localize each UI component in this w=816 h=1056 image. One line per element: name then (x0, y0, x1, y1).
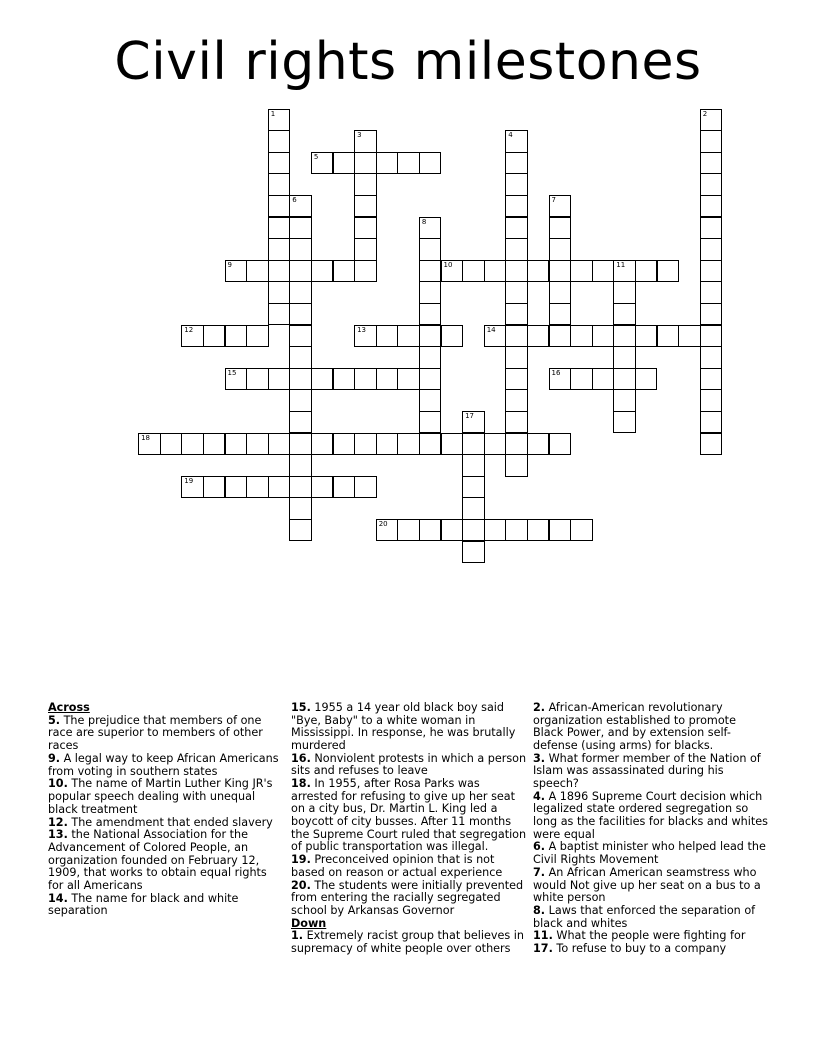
grid-cell[interactable] (700, 303, 723, 326)
clue-text: 1955 a 14 year old black boy said "Bye, Baby" to a white woman in Mississippi. In response, he was brutally murdered (291, 701, 516, 752)
grid-cell[interactable] (268, 303, 291, 326)
grid-cell[interactable] (246, 433, 269, 456)
clue-item (291, 753, 527, 778)
clue-item (291, 854, 527, 879)
grid-cell[interactable] (268, 152, 291, 175)
clue-text: An African American seamstress who would Not give up her seat on a bus to a white person (533, 865, 761, 905)
grid-cell[interactable] (657, 325, 680, 348)
grid-cell[interactable] (700, 173, 723, 196)
grid-cell[interactable] (289, 519, 312, 542)
grid-cell[interactable] (570, 368, 593, 391)
grid-cell[interactable] (289, 368, 312, 391)
clue-number: 11. (533, 929, 553, 943)
cell-number: 1 (270, 109, 276, 118)
grid-cell[interactable] (419, 281, 442, 304)
cell-number: 20 (378, 519, 388, 528)
grid-cell[interactable] (268, 368, 291, 391)
grid-cell[interactable] (289, 346, 312, 369)
grid-cell[interactable] (419, 433, 442, 456)
clue-number: 12. (48, 815, 68, 829)
grid-cell[interactable] (419, 368, 442, 391)
grid-cell[interactable] (397, 152, 420, 175)
clue-item (48, 817, 284, 830)
grid-cell[interactable] (570, 519, 593, 542)
grid-cell[interactable] (203, 325, 226, 348)
grid-cell[interactable] (225, 260, 248, 283)
grid-cell[interactable] (549, 217, 572, 240)
grid-cell[interactable] (505, 519, 528, 542)
clue-column-2 (291, 702, 527, 956)
clue-text: the National Association for the Advancement of Colored People, an organization founded on February 12, 1909, that works to obtain equal rights for all Americans (48, 828, 267, 892)
grid-cell[interactable] (289, 433, 312, 456)
grid-cell[interactable] (527, 519, 550, 542)
grid-cell[interactable] (505, 433, 528, 456)
clue-text: What the people were fighting for (552, 929, 746, 943)
grid-cell[interactable] (268, 281, 291, 304)
grid-cell[interactable] (505, 325, 528, 348)
clue-number: 10. (48, 777, 68, 791)
grid-cell[interactable] (397, 519, 420, 542)
grid-cell[interactable] (657, 260, 680, 283)
clue-text: The students were initially prevented from entering the racially segregated school by Arkansas Governor (291, 878, 524, 917)
grid-cell[interactable] (549, 433, 572, 456)
grid-cell[interactable] (700, 152, 723, 175)
grid-cell[interactable] (505, 238, 528, 261)
grid-cell[interactable] (700, 260, 723, 283)
grid-cell[interactable] (700, 238, 723, 261)
grid-cell[interactable] (613, 325, 636, 348)
grid-cell[interactable] (376, 433, 399, 456)
grid-cell[interactable] (441, 519, 464, 542)
grid-cell[interactable] (376, 368, 399, 391)
grid-cell[interactable] (354, 130, 377, 153)
clue-item (291, 702, 527, 752)
grid-cell[interactable] (700, 130, 723, 153)
grid-cell[interactable] (700, 217, 723, 240)
clue-number: 9. (48, 751, 61, 765)
grid-cell[interactable] (484, 433, 507, 456)
grid-cell[interactable] (311, 152, 334, 175)
cell-number: 13 (357, 325, 367, 334)
grid-cell[interactable] (700, 281, 723, 304)
grid-cell[interactable] (505, 368, 528, 391)
grid-cell[interactable] (462, 260, 485, 283)
grid-cell[interactable] (700, 411, 723, 434)
grid-cell[interactable] (419, 519, 442, 542)
grid-cell[interactable] (397, 433, 420, 456)
grid-cell[interactable] (181, 325, 204, 348)
grid-cell[interactable] (527, 325, 550, 348)
grid-cell[interactable] (505, 454, 528, 477)
grid-cell[interactable] (549, 260, 572, 283)
grid-cell[interactable] (354, 325, 377, 348)
cell-number: 19 (184, 476, 194, 485)
grid-cell[interactable] (549, 325, 572, 348)
grid-cell[interactable] (268, 130, 291, 153)
clue-text: In 1955, after Rosa Parks was arrested for refusing to give up her seat on a city bus, Dr. Martin L. King led a boycott of city busses. After 11 months the Supreme Court ruled that segregation of public transportation was illegal. (291, 777, 527, 854)
grid-cell[interactable] (203, 476, 226, 499)
grid-cell[interactable] (225, 433, 248, 456)
grid-cell[interactable] (419, 217, 442, 240)
cell-number: 4 (508, 131, 513, 140)
cell-number: 6 (292, 195, 297, 204)
clue-item (533, 867, 769, 905)
grid-cell[interactable] (462, 433, 485, 456)
grid-cell[interactable] (441, 260, 464, 283)
grid-cell[interactable] (354, 260, 377, 283)
grid-cell[interactable] (354, 433, 377, 456)
cell-number: 18 (141, 433, 151, 442)
grid-cell[interactable] (527, 260, 550, 283)
clue-item (48, 753, 284, 778)
clue-text: A baptist minister who helped lead the Civil Rights Movement (533, 840, 766, 867)
grid-cell[interactable] (268, 260, 291, 283)
grid-cell[interactable] (181, 476, 204, 499)
cell-number: 12 (184, 325, 194, 334)
grid-cell[interactable] (592, 325, 615, 348)
grid-cell[interactable] (419, 238, 442, 261)
grid-cell[interactable] (613, 411, 636, 434)
grid-cell[interactable] (268, 476, 291, 499)
grid-cell[interactable] (613, 346, 636, 369)
grid-cell[interactable] (289, 411, 312, 434)
clue-number: 15. (291, 701, 311, 714)
clue-number: 8. (533, 903, 546, 917)
grid-cell[interactable] (311, 260, 334, 283)
clue-text: The name for black and white separation (48, 891, 239, 918)
grid-cell[interactable] (268, 195, 291, 218)
grid-cell[interactable] (354, 195, 377, 218)
clue-item (533, 702, 769, 752)
grid-cell[interactable] (354, 217, 377, 240)
grid-cell[interactable] (289, 325, 312, 348)
grid-cell[interactable] (635, 325, 658, 348)
clue-text: The prejudice that members of one race are superior to members of other races (48, 713, 263, 753)
grid-cell[interactable] (246, 325, 269, 348)
grid-cell[interactable] (419, 411, 442, 434)
grid-cell[interactable] (505, 411, 528, 434)
grid-cell[interactable] (441, 325, 464, 348)
grid-cell[interactable] (333, 433, 356, 456)
cell-number: 14 (486, 325, 496, 334)
grid-cell[interactable] (505, 389, 528, 412)
grid-cell[interactable] (700, 325, 723, 348)
cell-number: 3 (357, 131, 362, 140)
clue-item (533, 841, 769, 866)
grid-cell[interactable] (268, 238, 291, 261)
grid-cell[interactable] (549, 195, 572, 218)
grid-cell[interactable] (700, 109, 723, 132)
grid-cell[interactable] (397, 325, 420, 348)
grid-cell[interactable] (592, 368, 615, 391)
clue-text: Preconceived opinion that is not based on reason or actual experience (291, 853, 503, 879)
clue-item (48, 778, 284, 816)
clue-item (48, 715, 284, 753)
grid-cell[interactable] (289, 195, 312, 218)
grid-cell[interactable] (700, 346, 723, 369)
grid-cell[interactable] (570, 260, 593, 283)
grid-cell[interactable] (289, 497, 312, 520)
grid-cell[interactable] (268, 433, 291, 456)
grid-cell[interactable] (289, 238, 312, 261)
cell-number: 5 (313, 152, 319, 161)
grid-cell[interactable] (462, 541, 485, 564)
grid-cell[interactable] (268, 217, 291, 240)
grid-cell[interactable] (441, 433, 464, 456)
clue-text: Nonviolent protests in which a person sits and refuses to leave (291, 751, 527, 778)
grid-cell[interactable] (225, 325, 248, 348)
grid-cell[interactable] (613, 260, 636, 283)
clue-item (533, 753, 769, 791)
grid-cell[interactable] (289, 476, 312, 499)
grid-cell[interactable] (225, 476, 248, 499)
grid-cell[interactable] (333, 152, 356, 175)
grid-cell[interactable] (419, 325, 442, 348)
grid-cell[interactable] (376, 325, 399, 348)
clue-item (291, 880, 527, 918)
grid-cell[interactable] (484, 325, 507, 348)
cell-number: 7 (551, 195, 556, 204)
cell-number: 16 (551, 368, 561, 377)
grid-cell[interactable] (354, 238, 377, 261)
clue-column-3 (533, 702, 769, 956)
grid-cell[interactable] (462, 519, 485, 542)
grid-cell[interactable] (354, 152, 377, 175)
grid-cell[interactable] (549, 368, 572, 391)
clue-item (533, 791, 769, 841)
down-heading: Down (291, 916, 327, 930)
clue-number: 14. (48, 891, 68, 905)
grid-cell[interactable] (505, 281, 528, 304)
grid-cell[interactable] (397, 368, 420, 391)
grid-cell[interactable] (246, 260, 269, 283)
clue-item (533, 930, 769, 943)
clue-text: Extremely racist group that believes in supremacy of white people over others (291, 929, 524, 956)
grid-cell[interactable] (700, 195, 723, 218)
grid-cell[interactable] (505, 173, 528, 196)
grid-cell[interactable] (505, 346, 528, 369)
clue-item (533, 943, 769, 956)
grid-cell[interactable] (613, 368, 636, 391)
clue-text: What former member of the Nation of Islam was assassinated during his speech? (533, 751, 761, 790)
grid-cell[interactable] (419, 152, 442, 175)
grid-cell[interactable] (311, 433, 334, 456)
grid-cell[interactable] (289, 217, 312, 240)
clue-item (48, 893, 284, 918)
grid-cell[interactable] (419, 303, 442, 326)
grid-cell[interactable] (311, 368, 334, 391)
grid-cell[interactable] (484, 519, 507, 542)
grid-cell[interactable] (570, 325, 593, 348)
grid-cell[interactable] (549, 238, 572, 261)
grid-cell[interactable] (160, 433, 183, 456)
grid-cell[interactable] (289, 260, 312, 283)
cell-number: 9 (227, 260, 232, 269)
clue-number: 18. (291, 777, 311, 791)
grid-cell[interactable] (268, 109, 291, 132)
grid-cell[interactable] (354, 368, 377, 391)
grid-cell[interactable] (333, 368, 356, 391)
grid-cell[interactable] (138, 433, 161, 456)
grid-cell[interactable] (484, 260, 507, 283)
grid-cell[interactable] (333, 260, 356, 283)
cell-number: 17 (465, 411, 475, 420)
grid-cell[interactable] (268, 173, 291, 196)
grid-cell[interactable] (289, 303, 312, 326)
clue-number: 19. (291, 853, 311, 867)
grid-cell[interactable] (505, 130, 528, 153)
grid-cell[interactable] (203, 433, 226, 456)
grid-cell[interactable] (505, 260, 528, 283)
puzzle-title: Civil rights milestones (114, 32, 702, 92)
grid-cell[interactable] (592, 260, 615, 283)
grid-cell[interactable] (678, 325, 701, 348)
clue-number: 4. (533, 789, 546, 803)
cell-number: 8 (421, 217, 427, 226)
grid-cell[interactable] (462, 411, 485, 434)
grid-cell[interactable] (505, 152, 528, 175)
grid-cell[interactable] (289, 389, 312, 412)
grid-cell[interactable] (527, 433, 550, 456)
grid-cell[interactable] (700, 389, 723, 412)
grid-cell[interactable] (246, 476, 269, 499)
grid-cell[interactable] (289, 454, 312, 477)
grid-cell[interactable] (181, 433, 204, 456)
clue-number: 16. (291, 751, 311, 765)
grid-cell[interactable] (289, 281, 312, 304)
clue-text: The amendment that ended slavery (67, 815, 273, 829)
clue-item (48, 829, 284, 892)
grid-cell[interactable] (419, 346, 442, 369)
clue-text: A 1896 Supreme Court decision which legalized state ordered segregation so long as the facilities for blacks and whites were equal (533, 789, 768, 841)
grid-cell[interactable] (505, 195, 528, 218)
clue-item (291, 778, 527, 854)
grid-cell[interactable] (462, 476, 485, 499)
cell-number: 2 (702, 109, 708, 118)
grid-cell[interactable] (505, 217, 528, 240)
grid-cell[interactable] (225, 368, 248, 391)
clue-number: 1. (291, 929, 304, 943)
grid-cell[interactable] (419, 260, 442, 283)
clue-number: 6. (533, 840, 546, 854)
clue-text: A legal way to keep African Americans from voting in southern states (48, 751, 279, 778)
grid-cell[interactable] (462, 454, 485, 477)
grid-cell[interactable] (354, 173, 377, 196)
grid-cell[interactable] (613, 389, 636, 412)
grid-cell[interactable] (505, 303, 528, 326)
grid-cell[interactable] (549, 281, 572, 304)
clue-item (533, 905, 769, 930)
clue-number: 3. (533, 751, 546, 765)
clue-number: 17. (533, 942, 553, 956)
grid-cell[interactable] (246, 368, 269, 391)
grid-cell[interactable] (419, 389, 442, 412)
grid-cell[interactable] (462, 497, 485, 520)
grid-cell[interactable] (613, 281, 636, 304)
grid-cell[interactable] (700, 433, 723, 456)
grid-cell[interactable] (333, 476, 356, 499)
grid-cell[interactable] (376, 519, 399, 542)
clue-text: Laws that enforced the separation of black and whites (533, 903, 756, 930)
clue-text: African-American revolutionary organization established to promote Black Power, and by extension self-defense (using arms) for blacks. (533, 701, 736, 752)
clue-number: 20. (291, 878, 311, 892)
clue-number: 7. (533, 865, 546, 879)
grid-cell[interactable] (613, 303, 636, 326)
clue-number: 5. (48, 713, 61, 727)
clue-item (291, 930, 527, 955)
grid-cell[interactable] (376, 152, 399, 175)
clue-text: The name of Martin Luther King JR's popular speech dealing with unequal black treatment (48, 777, 273, 816)
grid-cell[interactable] (549, 303, 572, 326)
grid-cell[interactable] (549, 519, 572, 542)
cell-number: 15 (227, 368, 237, 377)
cell-number: 11 (616, 260, 626, 269)
grid-cell[interactable] (635, 260, 658, 283)
grid-cell[interactable] (700, 368, 723, 391)
across-heading: Across (48, 701, 90, 714)
clue-number: 13. (48, 828, 68, 842)
cell-number: 10 (443, 260, 453, 269)
grid-cell[interactable] (635, 368, 658, 391)
clue-column-1 (48, 702, 284, 918)
clue-number: 2. (533, 701, 546, 714)
clue-text: To refuse to buy to a company (552, 942, 727, 956)
grid-cell[interactable] (354, 476, 377, 499)
grid-cell[interactable] (311, 476, 334, 499)
